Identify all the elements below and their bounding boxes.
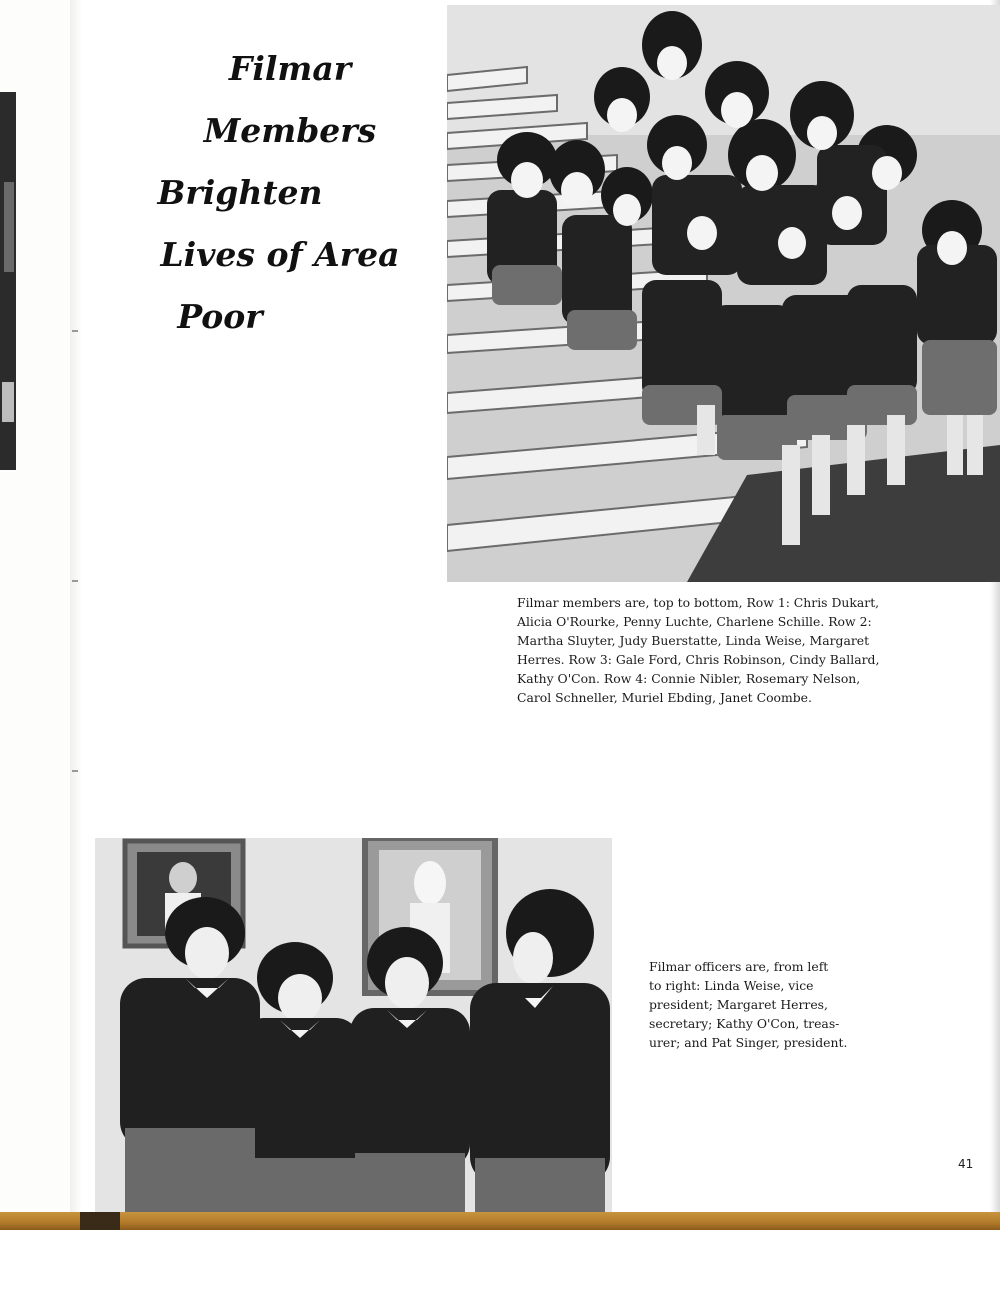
group-photo [447, 5, 1000, 582]
facing-page-photo-sliver [0, 92, 16, 470]
book-gutter [70, 0, 82, 1220]
group-photo-image [447, 5, 1000, 582]
group-photo-caption: Filmar members are, top to bottom, Row 1: Chris Dukart, Alicia O'Rourke, Penny Luchte, Charlene Schille. Row 2: Martha Sluyter, Judy Buerstatte, Linda Weise, Margaret Herres. Row 3: Gale Ford, Chris Robinson, Cindy Ballard, Kathy O'Con. Row 4: Connie Nibler, Rosemary Nelson, Carol Schneller, Muriel Ebding, Janet Coombe. [517, 595, 880, 705]
headline-line: Poor [177, 297, 263, 336]
gutter-tick [72, 580, 78, 582]
officers-photo-caption: Filmar officers are, from left to right: Linda Weise, vice president; Margaret Herres, secretary; Kathy O'Con, treas- urer; and Pat Singer, president. [649, 959, 848, 1050]
headline-line: Filmar Members [203, 49, 377, 150]
table-edge-shadow [80, 1212, 120, 1230]
headline-line: Lives of Area [160, 235, 400, 274]
facing-page-photo-detail [2, 382, 14, 422]
table-edge [0, 1212, 1000, 1230]
officers-photo [95, 838, 612, 1215]
page-number: 41 [958, 1157, 974, 1171]
page-headline [130, 38, 430, 348]
headline-line: Brighten [157, 173, 323, 212]
gutter-tick [72, 770, 78, 772]
officers-photo-image [95, 838, 612, 1215]
facing-page-photo-detail [4, 182, 14, 272]
